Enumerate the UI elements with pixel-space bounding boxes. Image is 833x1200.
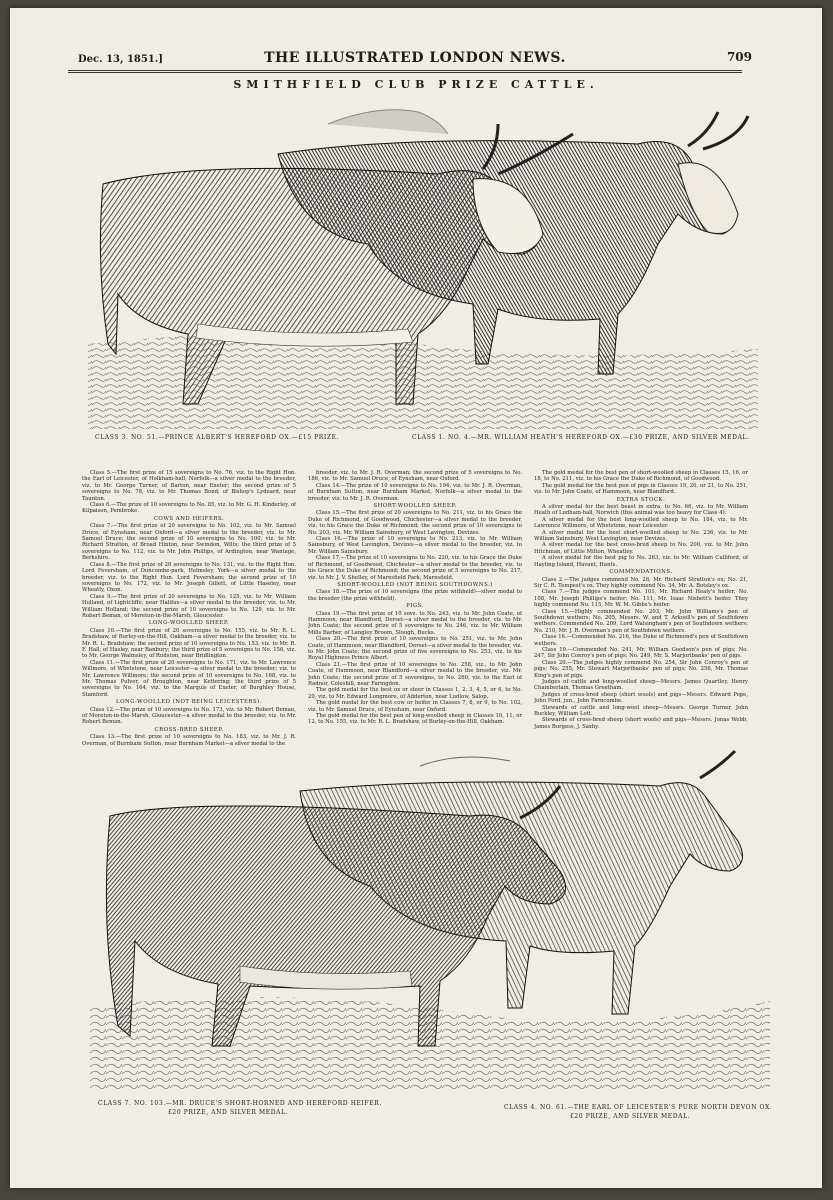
prize-paragraph: Class 21.—The first prize of 10 sovereigns to No. 258, viz., to Mr. John Coate, of Hammoon, near Blandford—a silver medal to the breeder, viz. Mr. John Coate; the second prize of 5 sovereigns, to No. 260, viz. to the Earl of Radnor, Coleshill, near Faringdon.	[308, 661, 522, 687]
prize-paragraph: Class 18.—The prize of 10 sovereigns (the prize withheld)—silver medal to the breeder (the prize withheld).	[308, 589, 522, 602]
section-title: SMITHFIELD CLUB PRIZE CATTLE.	[233, 78, 599, 91]
section-heading: SHORT-WOOLLED (NOT BEING SOUTHDOWNS.)	[337, 581, 493, 588]
prize-paragraph: Stewards of cattle and long-wool sheep—Messrs. George Turner, John Buckley, William Lott.	[534, 704, 748, 718]
prize-paragraph: The gold medal for the best ox or steer in Classes 1, 2, 3, 4, 5, or 6, to No. 20, viz. to Mr. Edward Longmore, of Adderton, near Ludlow, Salop.	[308, 687, 522, 700]
caption-william-heath-ox: CLASS 1. NO. 4.—MR. WILLIAM HEATH'S HEREFORD OX.—£30 PRIZE, AND SILVER MEDAL.	[412, 434, 750, 441]
prize-paragraph: Class 7.—The judges commend No. 101, Mr. Richard Healy's heifer; No. 108, Mr. Joseph Phillips's heifer; No. 111, Mr. Isaac Nisbett's heifer. They highly commend No. 115, Mr. W. M. Gibbs's heifer.	[534, 589, 748, 609]
section-heading: EXTRA STOCK.	[616, 496, 666, 503]
prize-paragraph: Class 15.—The first prize of 20 sovereigns to No. 211, viz. to his Grace the Duke of Richmond, of Goodwood, Chichester—a silver medal to the breeder, viz. to his Grace the Duke of Richmond; the second prize of 10 sovereigns to No. 203, viz. Mr. William Sainsbury, of West Lavington, Devizes.	[308, 510, 522, 536]
prize-paragraph: Stewards of cross-bred sheep (short wools) and pigs—Messrs. Jonas Webb, James Burgess, J. Saxby.	[534, 717, 748, 730]
prize-paragraph: Class 9.—The first prize of 20 sovereigns to No. 125, viz. to Mr. William Holland, of Lightcliffe, near Halifax—a silver medal to the breeder, viz. to Mr. William Holland; the second prize of 10 sovereigns to No. 129, viz. to Mr. Robert Beman, of Moreton-in-the-Marsh, Gloucester.	[82, 593, 296, 619]
prize-paragraph: Class 13.—The first prize of 10 sovereigns to No. 183, viz. to Mr. J. R. Overman, of Burnham Sutton, near Burnham Market—a silver medal to the	[82, 734, 296, 747]
section-heading: COMMENDATIONS.	[609, 569, 673, 576]
heifer-and-devon-ox-engraving	[90, 746, 770, 1096]
prize-paragraph: Class 11.—The first prize of 20 sovereigns to No. 171, viz. to Mr. Lawrence Willmore, of Whetstone, near Leicester—a silver medal to the breeder; viz. to Mr. Lawrence Willmore; the second prize of 10 sovereigns to No. 168, viz. to Mr. Thomas Pulver, of Broughton, near Kettering; the third prize of 5 sovereigns to No. 164, viz. to the Marquis of Exeter, of Burghley House, Stamford.	[82, 659, 296, 698]
prize-paragraph: A silver medal for the best pig to No. 263, viz. to Mr. William Culliford, of Hayling Island, Havant, Hants.	[534, 555, 748, 568]
prize-paragraph: Judges of cattle and long-woolled sheep—Messrs. James Quartley, Henry Chamberlain, Thomas Greetham.	[534, 679, 748, 692]
prize-paragraph: The gold medal for the best pen of short-woolled sheep in Classes 15, 16, or 18, to No. 211, viz. to his Grace the Duke of Richmond, of Goodwood.	[534, 470, 748, 483]
prize-paragraph: Class 12.—The prize of 10 sovereigns to No. 173, viz. to Mr. Robert Beman, of Moreton-in-the-Marsh, Gloucester—a silver medal to the breeder, viz. to Mr. Robert Beman.	[82, 706, 296, 726]
section-heading: COWS AND HEIFERS.	[153, 515, 225, 522]
section-heading: SHORT-WOOLLED SHEEP.	[373, 503, 457, 510]
hereford-oxen-engraving	[78, 94, 758, 439]
publication-title: THE ILLUSTRATED LONDON NEWS.	[264, 50, 566, 66]
caption-leicester-devon-ox-prize: £20 PRIZE, AND SILVER MEDAL.	[570, 1113, 691, 1120]
prize-paragraph: Class 14.—The prize of 10 sovereigns to No. 194, viz. to Mr. J. R. Overman, of Burnham Sutton, near Burnham Market, Norfolk—a silver medal to the breeder, viz. to Mr. J. R. Overman.	[308, 482, 522, 502]
prize-paragraph: Class 16.—Commended No. 216, the Duke of Richmond's pen of Southdown wethers.	[534, 634, 748, 647]
column-right	[534, 470, 748, 764]
section-heading: PIGS.	[406, 603, 424, 610]
prize-paragraph: The gold medal for the best pen of long-woolled sheep in Classes 10, 11, or 12, to No. 155, viz. to Mr. R. L. Bradshaw, of Burley-on-the-Hill, Oakham.	[308, 713, 522, 726]
caption-druce-heifer-prize: £20 PRIZE, AND SILVER MEDAL.	[168, 1109, 289, 1116]
page-number: 709	[726, 50, 752, 64]
prize-paragraph: The gold medal for the best cow or heifer in Classes 7, 8, or 9, to No. 102, viz. to Mr. Samuel Druce, of Eynsham, near Oxford.	[308, 700, 522, 713]
prize-paragraph: Class 19.—The first prize of 10 sovs. to No. 243, viz. to Mr. John Coate, of Hammoon, near Blandford, Dorset—a silver medal to the breeder, viz. to Mr. John Coate; the second prize of 5 sovereigns to No. 246, viz. to Mr. William Mills Barber, of Langley Broom, Slough, Bucks.	[308, 610, 522, 636]
prize-paragraph: Class 20.—The judges highly commend No. 254, Sir John Conroy's pen of pigs; No. 255, Mr. Stewart Marjoribanks' pen of pigs; No. 256, Mr. Thomas King's pen of pigs.	[534, 659, 748, 679]
caption-druce-heifer: CLASS 7. NO. 103.—MR. DRUCE'S SHORT-HORNED AND HEREFORD HEIFER.	[98, 1100, 382, 1107]
prize-paragraph: A silver medal for the best long-woolled sheep to No. 184, viz. to Mr. Lawrence Willmore, of Whetstone, near Leicester.	[534, 516, 748, 530]
issue-date: Dec. 13, 1851.]	[78, 54, 164, 65]
prize-paragraph: Class 8.—The first prize of 20 sovereigns to No. 131, viz. to the Right Hon. Lord Feversham, of Duncombe-park, Helmsley, York—a silver medal to the breeder, viz. to the Right Hon. Lord Feversham; the second prize of 10 sovereigns to No. 172, viz. to Mr. Joseph Gillett, of Little Haseley, near Wheatly, Oxon.	[82, 561, 296, 594]
section-heading: LONG-WOOLLED SHEEP.	[148, 620, 230, 627]
newspaper-page	[10, 8, 822, 1188]
caption-prince-albert-ox: CLASS 3. NO. 51.—PRINCE ALBERT'S HEREFORD OX.—£15 PRIZE.	[95, 434, 340, 441]
page-header	[78, 50, 752, 70]
prize-paragraph: Class 17.—The prize of 10 sovereigns to No. 220, viz. to his Grace the Duke of Richmond, of Goodwood, Chichester—a silver medal to the breeder, viz. to his Grace the Duke of Richmond; the second prize of 5 sovereigns to No. 217, viz. to Mr. J. V. Shelley, of Maresfield Park, Maresfield.	[308, 555, 522, 581]
prize-paragraph: breeder, viz. to Mr. J. R. Overman; the second prize of 5 sovereigns to No. 186, viz. to Mr. Samuel Druce, of Eynsham, near Oxford.	[308, 470, 522, 483]
prize-list-text	[82, 470, 748, 764]
prize-paragraph: A silver medal for the best short-woolled sheep to No. 236, viz. to Mr. William Sainsbury, West Lavington, near Devizes.	[534, 529, 748, 543]
prize-paragraph: Class 5.—The first prize of 15 sovereigns to No. 76, viz. to the Right Hon. the Earl of Leicester, of Holkham-hall, Norfolk—a silver medal to the breeder, viz. to Mr. George Turner, of Barton, near Exeter; the second prize of 5 sovereigns to No. 78, viz. to Mr. Thomas Bond, of Bishop's Lydeard, near Taunton.	[82, 470, 296, 502]
prize-paragraph: Class 2.—The judges commend No. 28, Mr. Richard Stratton's ox; No. 21, Sir C. R. Tempest's ox. They highly commend No. 34, Mr. A. Botsley's ox.	[534, 576, 748, 589]
prize-paragraph: Class 6.—The prize of 10 sovereigns to No. 85, viz. to Mr. G. H. Kinderley, of Kilpaison, Pembroke.	[82, 502, 296, 515]
prize-paragraph: Class 15.—Highly commended No. 203, Mr. John Williams's pen of Southdown wethers; No. 205, Messrs. W. and T. Arkoell's pen of Southdown wethers. Commended No. 209, Lord Walsingham's pen of Southdown wethers; No. 210, Mr. J. R. Overman's pen of Southdown wethers.	[534, 608, 748, 634]
prize-paragraph: A silver medal for the best beast in extra, to No. 66, viz. to Mr. William Heath of Ludham-hall, Norwich (this animal was too heavy for Class 4).	[534, 504, 748, 517]
header-rule	[68, 70, 742, 71]
prize-paragraph: Class 20.—The first prize of 10 sovereigns to No. 251, viz. to Mr. John Coate, of Hammoon, near Blandford, Dorset—a silver medal to the breeder, viz. to Mr. John Coate; the second prize of five sovereigns to No. 253, viz. to his Royal Highness Prince Albert.	[308, 636, 522, 662]
prize-paragraph: The gold medal for the best pen of pigs in Classes 19, 20, or 21, to No. 251, viz. to Mr. John Coate, of Hammoon, near Blandford.	[534, 482, 748, 496]
section-heading: CROSS-BRED SHEEP.	[154, 726, 224, 733]
prize-paragraph: Class 10.—The first prize of 20 sovereigns to No. 155, viz. to Mr. R. L. Bradshaw, of Burley-on-the-Hill, Oakham—a silver medal to the breeder, viz. to Mr. R. L. Bradshaw; the second prize of 10 sovereigns to No. 153, viz. to Mr. R. F. Hall, of Hasley, near Banbury; the third prize of 5 sovereigns to No. 156, viz. to Mr. George Walmsley, of Rudston, near Bridlington.	[82, 627, 296, 660]
header-rule-thin	[68, 72, 742, 73]
section-heading: LONG-WOOLLED (NOT BEING LEICESTERS).	[116, 699, 262, 706]
prize-paragraph: Class 19.—Commended No. 241, Mr. William Goodson's pen of pigs; No. 247, Sir John Conroy's pen of pigs; No. 249, Mr. S. Marjoribanks' pen of pigs.	[534, 646, 748, 660]
prize-paragraph: Class 7.—The first prize of 20 sovereigns to No. 102, viz. to Mr. Samuel Druce, of Eynsham, near Oxford—a silver medal to the breeder, viz. to Mr. Samuel Druce; the second prize of 10 sovereigns to No. 100, viz. to Mr. Richard Stratton, of Broad Hinton, near Swindon, Wilts; the third prize of 5 sovereigns to No. 112, viz. to Mr. John Phillips, of Ardington, near Wantage, Berkshire.	[82, 523, 296, 562]
prize-paragraph: A silver medal for the best cross-bred sheep to No. 200, viz. to Mr. John Hitchman, of Little Milton, Wheatley.	[534, 542, 748, 555]
column-middle	[308, 470, 522, 764]
caption-leicester-devon-ox: CLASS 4. NO. 61.—THE EARL OF LEICESTER'S PURE NORTH DEVON OX.	[504, 1104, 773, 1111]
column-left	[82, 470, 296, 764]
prize-paragraph: Class 16.—The prize of 10 sovereigns to No. 213, viz. to Mr. William Sainsbury, of West Lavington, Devizes—a silver medal to the breeder, viz. to Mr. William Sainsbury.	[308, 536, 522, 555]
prize-paragraph: Judges of cross-bred sheep (short wools) and pigs—Messrs. Edward Pope, John Ford, jun., John Farncombe.	[534, 691, 748, 705]
